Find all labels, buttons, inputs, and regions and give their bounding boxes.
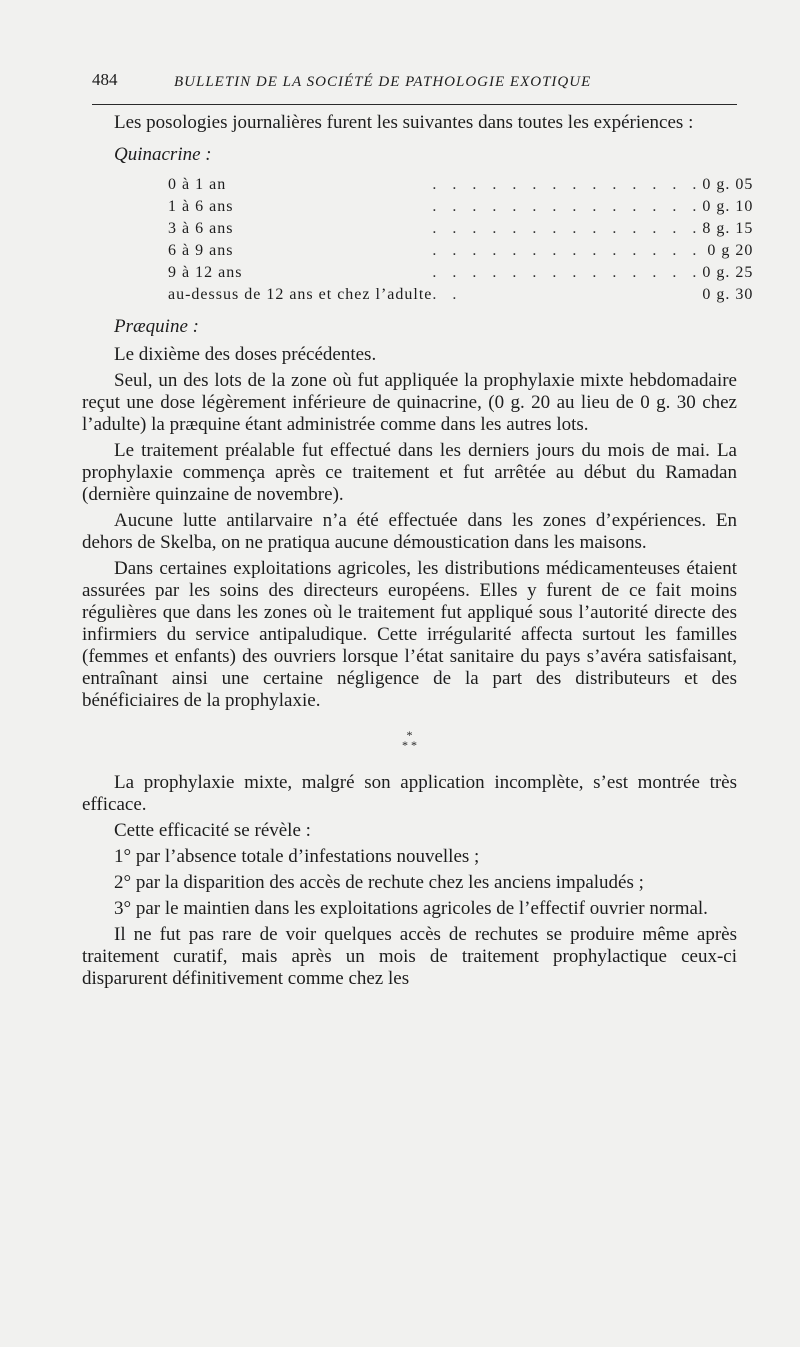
dose-row (168, 174, 753, 196)
header-rule (92, 104, 737, 105)
leader-dots: . . . . . . . . . . . . . . (432, 198, 703, 215)
paragraph: Seul, un des lots de la zone où fut appliquée la prophylaxie mixte hebdomadaire reçut une dose légèrement inférieure de quinacrine, (0 g. 20 au lieu de 0 g. 30 chez l’adulte) la præquine étant administrée comme dans les autres lots. (82, 370, 737, 435)
running-title: BULLETIN DE LA SOCIÉTÉ DE PATHOLOGIE EXOTIQUE (174, 74, 592, 90)
dose-age: 9 à 12 ans (168, 264, 243, 281)
paragraph: Il ne fut pas rare de voir quelques accès de rechutes se produire même après traitement curatif, mais après un mois de traitement prophylactique ceux-ci disparurent définitivement comme chez les (82, 924, 737, 989)
dose-value: 0 g 20 (707, 242, 754, 259)
leader-dots: . . . . . . . . . . . . . . (432, 176, 703, 193)
paragraph: La prophylaxie mixte, malgré son application incomplète, s’est montrée très efficace. (82, 772, 737, 815)
list-item: 3° par le maintien dans les exploitations agricoles de l’effectif ouvrier normal. (114, 898, 708, 919)
dose-age: 1 à 6 ans (168, 198, 234, 215)
list-item: 1° par l’absence totale d’infestations nouvelles ; (114, 846, 480, 867)
dose-row (168, 218, 753, 240)
leader-dots: . . (432, 286, 463, 303)
separator-star-bottom: * * (402, 738, 417, 752)
leader-dots: . . . . . . . . . . . . . . (432, 242, 703, 259)
paragraph: Aucune lutte antilarvaire n’a été effectuée dans les zones d’expériences. En dehors de Skelba, on ne pratiqua aucune démoustication dans les maisons. (82, 510, 737, 553)
dose-value: 8 g. 15 (702, 220, 754, 237)
dose-age: 3 à 6 ans (168, 220, 234, 237)
intro-paragraph: Les posologies journalières furent les suivantes dans toutes les expériences : (114, 112, 694, 133)
dose-row (168, 284, 753, 306)
dose-age: 6 à 9 ans (168, 242, 234, 259)
dose-value: 0 g. 30 (702, 286, 754, 303)
dose-row (168, 240, 753, 262)
dose-value: 0 g. 05 (702, 176, 754, 193)
separator-star-top: * (406, 728, 413, 742)
body-text (82, 112, 754, 994)
praequine-text: Le dixième des doses précédentes. (114, 344, 377, 365)
praequine-heading: Præquine : (114, 316, 199, 337)
dose-age: au-dessus de 12 ans et chez l’adulte (168, 286, 433, 303)
quinacrine-heading: Quinacrine : (114, 144, 212, 165)
list-item: 2° par la disparition des accès de rechute chez les anciens impaludés ; (114, 872, 644, 893)
paragraph: Cette efficacité se révèle : (114, 820, 311, 841)
page-number: 484 (92, 70, 118, 89)
dose-value: 0 g. 25 (702, 264, 754, 281)
paragraph: Le traitement préalable fut effectué dans les derniers jours du mois de mai. La prophylaxie commença après ce traitement et fut arrêtée au début du Ramadan (dernière quinzaine de novembre). (82, 440, 737, 505)
section-separator (82, 730, 737, 750)
dose-row (168, 262, 753, 284)
dose-row (168, 196, 753, 218)
paragraph: Dans certaines exploitations agricoles, les distributions médicamenteuses étaient assurées par les soins des directeurs européens. Elles y furent de ce fait moins régulières que dans les zones où le traitement fut appliqué sous l’autorité directe des infirmiers du service antipaludique. Cette irrégularité affecta surtout les familles (femmes et enfants) des ouvriers lorsque l’état sanitaire du pays s’avéra satisfaisant, entraînant ainsi une certaine négligence de la part des distributeurs et des bénéficiaires de la prophylaxie. (82, 558, 737, 711)
leader-dots: . . . . . . . . . . . . . . (432, 264, 703, 281)
dose-age: 0 à 1 an (168, 176, 227, 193)
leader-dots: . . . . . . . . . . . . . . (432, 220, 703, 237)
quinacrine-dose-table (168, 174, 753, 306)
page-header (92, 66, 737, 96)
dose-value: 0 g. 10 (702, 198, 754, 215)
